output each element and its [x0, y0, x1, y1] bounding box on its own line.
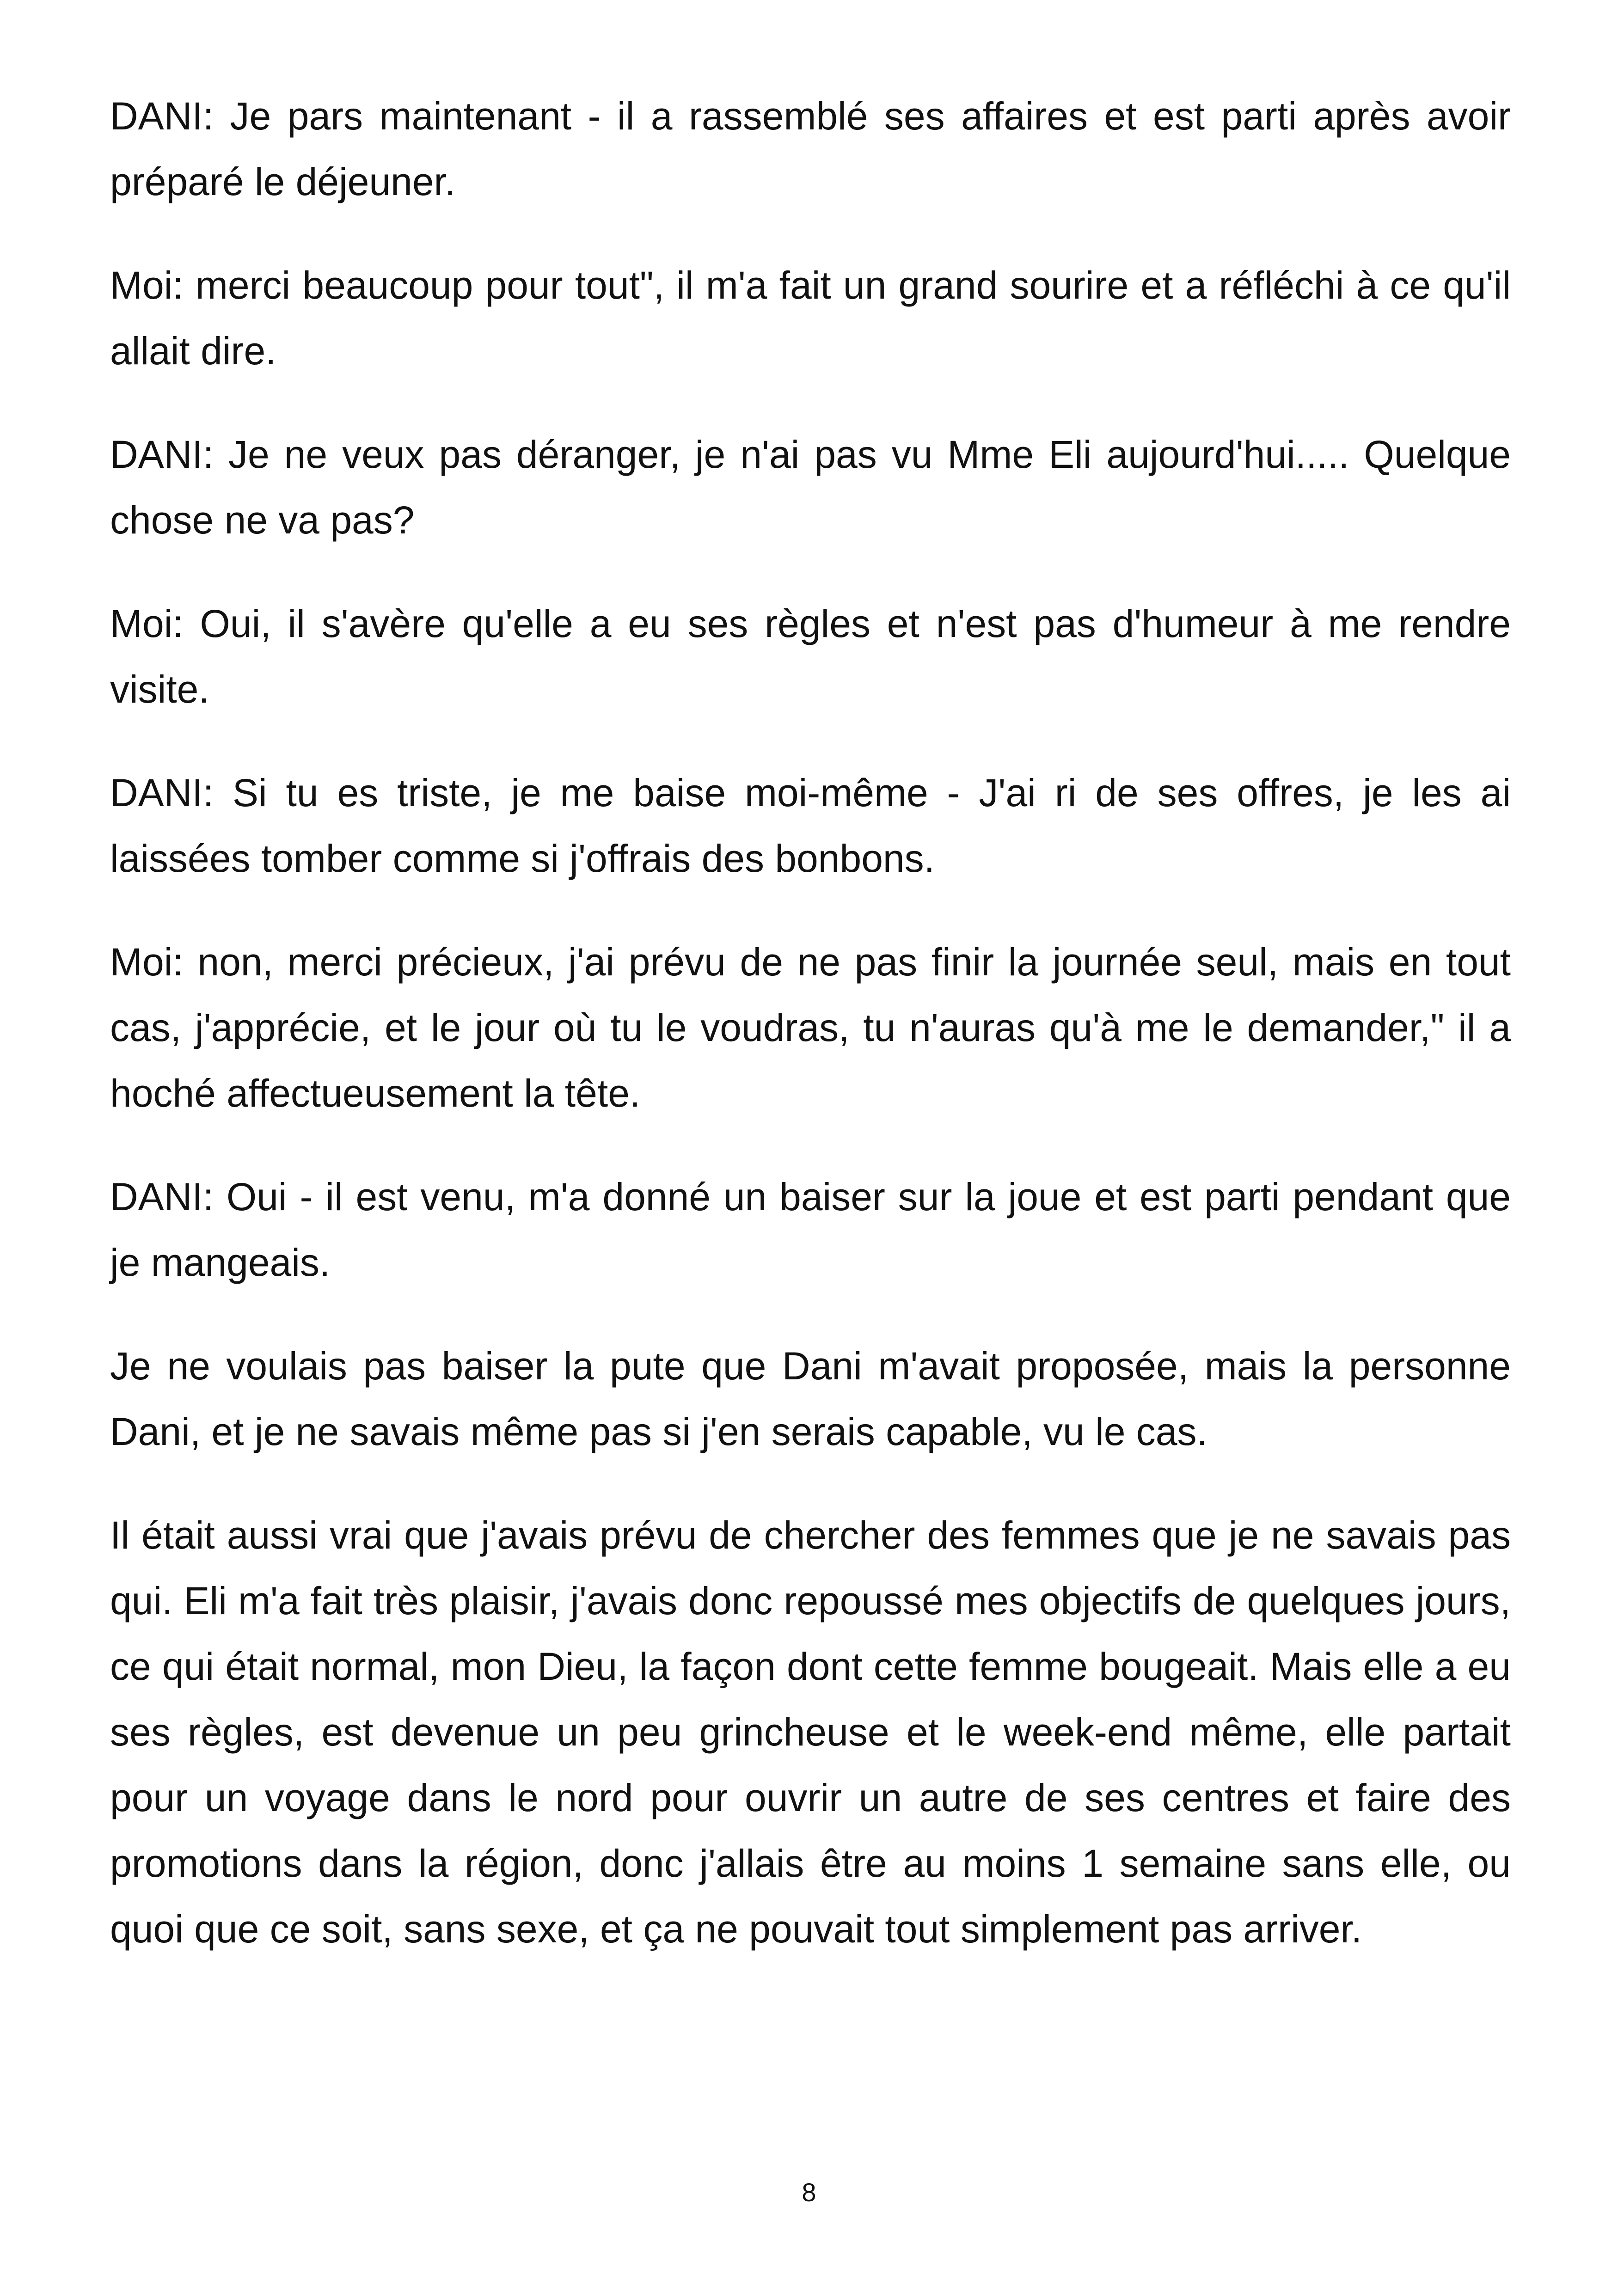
paragraph-8: Je ne voulais pas baiser la pute que Dani m'avait proposée, mais la personne Dani, et je ne savais même pas si j'en serais capable, vu le cas.	[110, 1344, 1511, 1453]
paragraph-6: Moi: non, merci précieux, j'ai prévu de ne pas finir la journée seul, mais en tout cas, j'apprécie, et le jour où tu le voudras, tu n'auras qu'à me le demander," il a hoché affectueusement la tête.	[110, 940, 1511, 1115]
paragraph-3: DANI: Je ne veux pas déranger, je n'ai pas vu Mme Eli aujourd'hui..... Quelque chose ne va pas?	[110, 433, 1511, 542]
paragraph-4: Moi: Oui, il s'avère qu'elle a eu ses règles et n'est pas d'humeur à me rendre visite.	[110, 602, 1511, 711]
document-body	[110, 83, 1511, 2000]
paragraph-2: Moi: merci beaucoup pour tout", il m'a fait un grand sourire et a réfléchi à ce qu'il allait dire.	[110, 263, 1511, 373]
paragraph-7: DANI: Oui - il est venu, m'a donné un baiser sur la joue et est parti pendant que je mangeais.	[110, 1175, 1511, 1284]
paragraph-1: DANI: Je pars maintenant - il a rassemblé ses affaires et est parti après avoir préparé le déjeuner.	[110, 94, 1511, 203]
paragraph-9: Il était aussi vrai que j'avais prévu de chercher des femmes que je ne savais pas qui. Eli m'a fait très plaisir, j'avais donc repoussé mes objectifs de quelques jours, ce qui était normal, mon Dieu, la façon dont cette femme bougeait. Mais elle a eu ses règles, est devenue un peu grincheuse et le week-end même, elle partait pour un voyage dans le nord pour ouvrir un autre de ses centres et faire des promotions dans la région, donc j'allais être au moins 1 semaine sans elle, ou quoi que ce soit, sans sexe, et ça ne pouvait tout simplement pas arriver.	[110, 1513, 1511, 1951]
paragraph-5: DANI: Si tu es triste, je me baise moi-même - J'ai ri de ses offres, je les ai laissées tomber comme si j'offrais des bonbons.	[110, 771, 1511, 880]
page-number: 8	[802, 2178, 816, 2207]
